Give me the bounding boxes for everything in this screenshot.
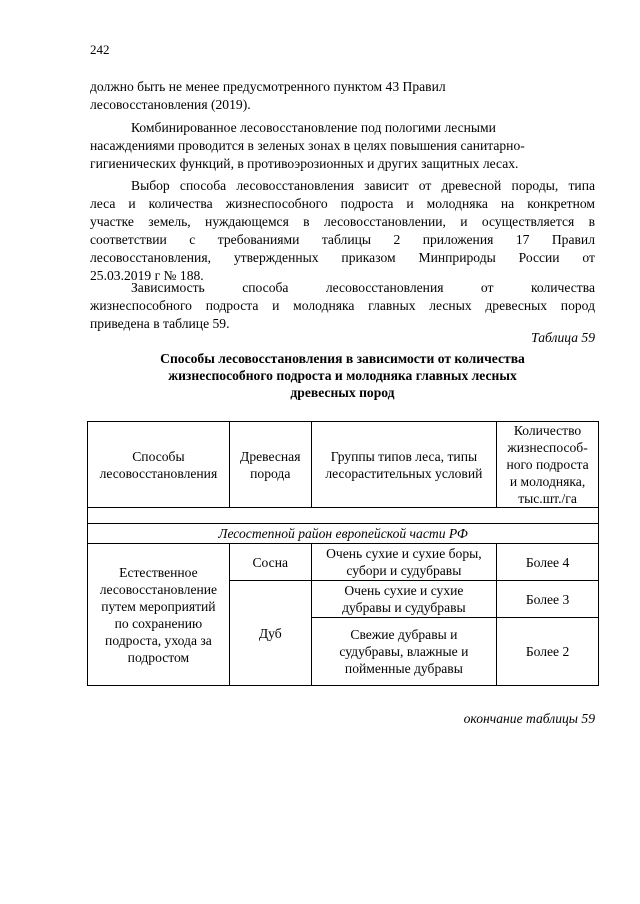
method-line: подростом: [127, 649, 190, 665]
paragraph-4: [90, 279, 595, 333]
method-line: лесовосстановление: [99, 581, 218, 597]
title-line: жизнеспособного подроста и молодняка главных лесных: [168, 368, 517, 383]
header-amount-line: и молодняка,: [509, 474, 586, 489]
amount-cell: Более 3: [497, 581, 599, 618]
text-line: гигиенических функций, в противоэрозионных и других защитных лесах.: [90, 156, 519, 171]
forest-line: Очень сухие и сухие боры,: [326, 546, 482, 561]
header-amount-line: тыс.шт./га: [518, 491, 577, 506]
forest-type-cell: [311, 544, 496, 581]
region-cell: Лесостепной район европейской части РФ: [88, 524, 599, 544]
forest-line: Свежие дубравы и: [350, 627, 458, 642]
text-line: лесовосстановления (2019).: [90, 97, 251, 112]
table-label: Таблица 59: [531, 330, 595, 345]
method-line: Естественное: [119, 564, 198, 580]
amount-cell: Более 4: [497, 544, 599, 581]
header-species: Древесная порода: [229, 422, 311, 508]
forest-line: пойменные дубравы: [344, 661, 463, 676]
species-cell: Сосна: [229, 544, 311, 581]
forest-type-cell: [311, 618, 496, 686]
header-methods: Способы лесовосстановления: [88, 422, 230, 508]
table-title: [90, 350, 595, 401]
text-line: 25.03.2019 г № 188.: [90, 268, 204, 283]
forest-line: судубравы, влажные и: [339, 644, 469, 659]
method-line: подроста, ухода за: [105, 632, 212, 648]
forest-restoration-table: [87, 421, 599, 686]
text-line: леса и количества жизнеспособного подроста и молодняка на конкретном: [90, 196, 595, 211]
table-header-row: [88, 422, 599, 508]
header-forest-types: Группы типов леса, типы лесорастительных условий: [311, 422, 496, 508]
text-line: Зависимость способа лесовосстановления от количества: [131, 280, 595, 295]
method-line: путем мероприятий: [101, 598, 216, 614]
forest-line: Очень сухие и сухие: [344, 583, 464, 598]
header-amount: [497, 422, 599, 508]
text-line: участке земель, нуждающемся в лесовосстановлении, и осуществляется в: [90, 214, 595, 229]
forest-line: дубравы и судубравы: [342, 600, 466, 615]
text-line: насаждениями проводится в зеленых зонах в целях повышения санитарно-: [90, 138, 525, 153]
forest-line: субори и судубравы: [346, 563, 462, 578]
header-amount-line: ного подроста: [506, 457, 589, 472]
title-line: древесных пород: [290, 385, 395, 400]
text-line: Комбинированное лесовосстановление под пологими лесными: [131, 120, 496, 135]
table-continuation-label: окончание таблицы 59: [463, 711, 595, 726]
title-line: Способы лесовосстановления в зависимости от количества: [160, 351, 525, 366]
text-line: приведена в таблице 59.: [90, 316, 230, 331]
empty-row: [88, 508, 599, 524]
paragraph-1: [90, 78, 595, 114]
header-amount-line: жизнеспособ-: [507, 440, 588, 455]
text-line: жизнеспособного подроста и молодняка главных лесных древесных пород: [90, 298, 595, 313]
forest-type-cell: [311, 581, 496, 618]
text-line: соответствии с требованиями таблицы 2 приложения 17 Правил: [90, 232, 595, 247]
table-row: [88, 544, 599, 581]
page-number: 242: [90, 42, 110, 57]
method-line: по сохранению: [114, 615, 203, 631]
header-amount-line: Количество: [513, 423, 582, 438]
text-line: Выбор способа лесовосстановления зависит от древесной породы, типа: [131, 178, 595, 193]
method-cell: [88, 544, 230, 686]
paragraph-2: [90, 119, 595, 173]
region-row: [88, 524, 599, 544]
species-cell: Дуб: [229, 581, 311, 686]
amount-cell: Более 2: [497, 618, 599, 686]
text-line: должно быть не менее предусмотренного пунктом 43 Правил: [90, 79, 446, 94]
paragraph-3: [90, 177, 595, 285]
text-line: лесовосстановления, утвержденных приказом Минприроды России от: [90, 250, 595, 265]
